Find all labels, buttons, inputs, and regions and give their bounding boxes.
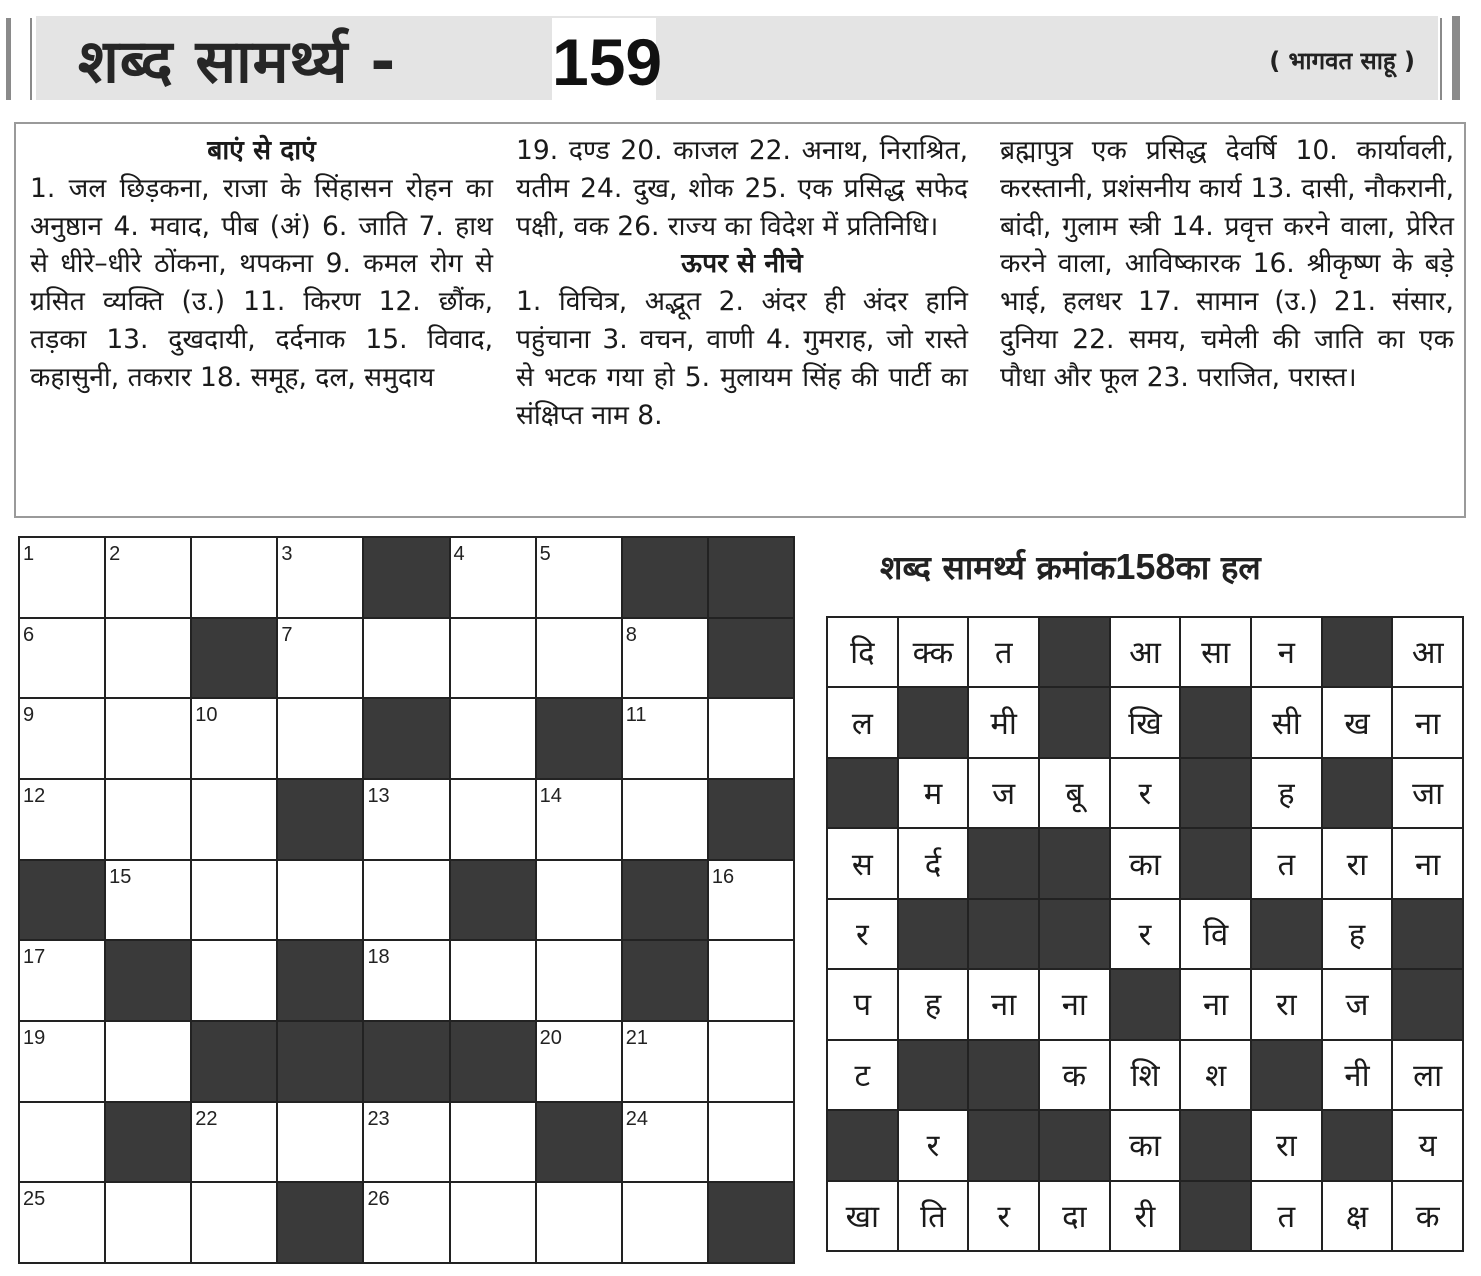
grid-cell[interactable] xyxy=(451,619,535,698)
grid-cell[interactable] xyxy=(106,861,190,940)
grid-cell[interactable] xyxy=(364,1183,448,1262)
solution-cell: ना xyxy=(1393,829,1462,897)
solution-cell-black xyxy=(1181,829,1250,897)
grid-cell[interactable] xyxy=(192,1103,276,1182)
solution-cell: ना xyxy=(1181,970,1250,1038)
across-clues-part-1: 1. जल छिड़कना, राजा के सिंहासन रोहन का अनुष्ठान 4. मवाद, पीब (अं) 6. जाति 7. हाथ से धीरे–धीरे ठोंकना, थपकना 9. कमल रोग से ग्रसित व्यक्ति (उ.) 11. किरण 12. छौंक, तड़का 13. दुखदायी, दर्दनाक 15. विवाद, कहासुनी, तकरार 18. समूह, दल, समुदाय xyxy=(30,172,493,393)
solution-cell: री xyxy=(1111,1182,1180,1250)
clue-number: 14 xyxy=(539,784,562,807)
grid-cell-black xyxy=(192,1022,276,1101)
solution-cell: ना xyxy=(1393,688,1462,756)
solution-cell-black xyxy=(1040,688,1109,756)
solution-cell: ना xyxy=(969,970,1038,1038)
solution-cell-black xyxy=(828,759,897,827)
grid-cell-black xyxy=(278,941,362,1020)
solution-cell: र xyxy=(899,1111,968,1179)
author-credit: ( भागवत साहू ) xyxy=(1269,47,1415,75)
solution-cell: शि xyxy=(1111,1041,1180,1109)
solution-cell: रा xyxy=(1323,829,1392,897)
grid-cell[interactable] xyxy=(623,619,707,698)
grid-cell[interactable] xyxy=(20,1183,104,1262)
grid-cell[interactable] xyxy=(451,780,535,859)
clue-number: 16 xyxy=(711,865,735,888)
solution-cell-black xyxy=(1252,1041,1321,1109)
grid-cell-black xyxy=(278,1022,362,1101)
grid-cell-black xyxy=(451,861,535,940)
clue-number: 3 xyxy=(281,543,293,565)
solution-cell: र्द xyxy=(899,829,968,897)
grid-cell[interactable] xyxy=(537,861,621,940)
solution-cell: त xyxy=(1252,1182,1321,1250)
grid-cell[interactable] xyxy=(537,1022,621,1101)
clue-number: 21 xyxy=(625,1026,649,1049)
grid-cell[interactable] xyxy=(623,1183,707,1262)
header xyxy=(0,0,1481,112)
grid-cell[interactable] xyxy=(623,1103,707,1182)
clues-box xyxy=(14,122,1466,518)
clue-number: 24 xyxy=(625,1107,649,1130)
grid-cell[interactable] xyxy=(364,780,448,859)
grid-cell[interactable] xyxy=(20,780,104,859)
grid-cell[interactable] xyxy=(192,538,276,617)
grid-cell-black xyxy=(709,538,793,617)
solution-cell: नी xyxy=(1323,1041,1392,1109)
grid-cell[interactable] xyxy=(451,538,535,617)
solution-title-prefix: शब्द सामर्थ्य क्रमांक xyxy=(880,548,1116,587)
down-clues-part-1: 1. विचित्र, अद्भूत 2. अंदर ही अंदर हानि पहुंचाना 3. वचन, वाणी 4. गुमराह, जो रास्ते से भटक गया हो 5. मुलायम सिंह की पार्टी का संक्षिप्त नाम 8. xyxy=(516,286,968,431)
solution-cell: का xyxy=(1111,829,1180,897)
grid-cell[interactable] xyxy=(192,861,276,940)
solution-cell: त xyxy=(969,618,1038,686)
solution-cell-black xyxy=(1181,759,1250,827)
clue-number: 19 xyxy=(23,1026,46,1049)
solution-cell-black xyxy=(1323,759,1392,827)
grid-cell[interactable] xyxy=(364,619,448,698)
grid-cell[interactable] xyxy=(623,699,707,778)
grid-cell[interactable] xyxy=(451,1103,535,1182)
clue-number: 1 xyxy=(23,543,35,565)
grid-cell[interactable] xyxy=(364,1103,448,1182)
grid-cell[interactable] xyxy=(537,619,621,698)
solution-cell: स xyxy=(828,829,897,897)
grid-cell[interactable] xyxy=(20,941,104,1020)
solution-cell-black xyxy=(1040,900,1109,968)
grid-cell-black xyxy=(537,1103,621,1182)
clue-number: 18 xyxy=(367,946,390,969)
grid-cell[interactable] xyxy=(537,1183,621,1262)
left-edge-line xyxy=(30,18,32,100)
solution-cell: म xyxy=(899,759,968,827)
solution-cell: दा xyxy=(1040,1182,1109,1250)
grid-cell-black xyxy=(537,699,621,778)
solution-cell-black xyxy=(969,1041,1038,1109)
solution-cell-black xyxy=(969,829,1038,897)
solution-cell: ल xyxy=(828,688,897,756)
grid-cell[interactable] xyxy=(20,619,104,698)
grid-cell[interactable] xyxy=(537,780,621,859)
grid-cell[interactable] xyxy=(192,941,276,1020)
solution-cell-black xyxy=(828,1111,897,1179)
grid-cell[interactable] xyxy=(364,941,448,1020)
solution-cell-black xyxy=(899,1041,968,1109)
grid-cell[interactable] xyxy=(364,861,448,940)
grid-cell[interactable] xyxy=(106,780,190,859)
solution-cell-black xyxy=(1323,1111,1392,1179)
clue-number: 25 xyxy=(23,1188,46,1211)
clue-number: 13 xyxy=(367,784,390,807)
grid-cell[interactable] xyxy=(278,619,362,698)
clue-number: 26 xyxy=(367,1188,390,1211)
solution-cell: खि xyxy=(1111,688,1180,756)
grid-cell[interactable] xyxy=(20,1022,104,1101)
solution-cell: दि xyxy=(828,618,897,686)
grid-cell[interactable] xyxy=(709,941,793,1020)
clue-number: 6 xyxy=(23,623,35,646)
grid-cell[interactable] xyxy=(623,780,707,859)
grid-cell-black xyxy=(278,1183,362,1262)
solution-cell: र xyxy=(1111,900,1180,968)
grid-cell[interactable] xyxy=(20,1103,104,1182)
solution-grid xyxy=(826,616,1464,1252)
grid-cell[interactable] xyxy=(106,1183,190,1262)
solution-cell-black xyxy=(1181,1111,1250,1179)
grid-cell[interactable] xyxy=(278,538,362,617)
grid-cell[interactable] xyxy=(278,1103,362,1182)
clue-number: 9 xyxy=(23,704,35,727)
grid-cell-black xyxy=(364,538,448,617)
solution-cell: खा xyxy=(828,1182,897,1250)
grid-cell[interactable] xyxy=(709,1103,793,1182)
solution-cell: न xyxy=(1252,618,1321,686)
solution-cell-black xyxy=(1040,618,1109,686)
solution-cell: का xyxy=(1111,1111,1180,1179)
grid-cell[interactable] xyxy=(451,941,535,1020)
clues-column-2 xyxy=(516,132,968,434)
solution-cell-black xyxy=(1181,1182,1250,1250)
clues-column-3 xyxy=(1000,132,1454,397)
grid-cell-black xyxy=(623,538,707,617)
solution-cell: क xyxy=(1040,1041,1109,1109)
grid-cell[interactable] xyxy=(106,1022,190,1101)
solution-cell-black xyxy=(1393,970,1462,1038)
solution-cell: सी xyxy=(1252,688,1321,756)
solution-cell-black xyxy=(1393,900,1462,968)
solution-cell: प xyxy=(828,970,897,1038)
clue-number: 12 xyxy=(23,784,46,807)
crossword-grid xyxy=(18,536,795,1264)
grid-cell[interactable] xyxy=(451,699,535,778)
grid-cell[interactable] xyxy=(278,699,362,778)
solution-cell-black xyxy=(899,900,968,968)
solution-cell: ह xyxy=(1323,900,1392,968)
grid-cell[interactable] xyxy=(106,538,190,617)
grid-cell[interactable] xyxy=(106,619,190,698)
grid-cell[interactable] xyxy=(537,538,621,617)
clue-number: 20 xyxy=(539,1026,562,1049)
grid-cell[interactable] xyxy=(709,1022,793,1101)
solution-cell: सा xyxy=(1181,618,1250,686)
grid-cell-black xyxy=(106,1103,190,1182)
solution-cell: ति xyxy=(899,1182,968,1250)
solution-cell: रा xyxy=(1252,970,1321,1038)
clue-number: 23 xyxy=(367,1107,390,1130)
solution-cell-black xyxy=(1040,829,1109,897)
grid-cell-black xyxy=(278,780,362,859)
solution-cell-black xyxy=(969,900,1038,968)
down-clues-part-2: ब्रह्मापुत्र एक प्रसिद्ध देवर्षि 10. कार्यावली, करस्तानी, प्रशंसनीय कार्य 13. दासी, नौकरानी, बांदी, गुलाम स्त्री 14. प्रवृत्त करने वाला, प्रेरित करने वाला, आविष्कारक 16. श्रीकृष्ण के बड़े भाई, हलधर 17. सामान (उ.) 21. संसार, दुनिया 22. समय, चमेली की जाति का एक पौधा और फूल 23. पराजित, परास्त। xyxy=(1000,135,1454,393)
grid-cell-black xyxy=(709,1183,793,1262)
solution-cell-black xyxy=(1040,1111,1109,1179)
grid-cell[interactable] xyxy=(192,1183,276,1262)
right-edge-bar xyxy=(1452,16,1460,100)
puzzle-number: 159 xyxy=(552,18,656,106)
solution-cell: क्क xyxy=(899,618,968,686)
solution-cell: आ xyxy=(1111,618,1180,686)
grid-cell[interactable] xyxy=(20,538,104,617)
solution-cell-black xyxy=(1181,688,1250,756)
solution-title xyxy=(880,544,1400,589)
grid-cell-black xyxy=(451,1022,535,1101)
solution-cell-black xyxy=(899,688,968,756)
solution-cell: क्ष xyxy=(1323,1182,1392,1250)
solution-title-suffix: का हल xyxy=(1175,548,1261,587)
solution-cell: आ xyxy=(1393,618,1462,686)
clue-number: 8 xyxy=(625,623,637,646)
solution-cell: क xyxy=(1393,1182,1462,1250)
solution-cell: र xyxy=(828,900,897,968)
solution-cell: श xyxy=(1181,1041,1250,1109)
clue-number: 10 xyxy=(195,704,218,727)
grid-cell[interactable] xyxy=(192,780,276,859)
clue-number: 15 xyxy=(109,865,132,888)
solution-cell-black xyxy=(1111,970,1180,1038)
solution-cell: र xyxy=(969,1182,1038,1250)
grid-cell[interactable] xyxy=(623,1022,707,1101)
solution-cell: ना xyxy=(1040,970,1109,1038)
down-heading: ऊपर से नीचे xyxy=(681,248,803,280)
grid-cell-black xyxy=(709,619,793,698)
solution-cell-black xyxy=(969,1111,1038,1179)
solution-cell: जा xyxy=(1393,759,1462,827)
right-edge-line xyxy=(1440,18,1442,100)
solution-cell: त xyxy=(1252,829,1321,897)
grid-cell-black xyxy=(106,941,190,1020)
grid-cell-black xyxy=(623,941,707,1020)
solution-cell: ज xyxy=(969,759,1038,827)
across-heading: बाएं से दाएं xyxy=(207,135,316,166)
solution-cell: बू xyxy=(1040,759,1109,827)
solution-cell: य xyxy=(1393,1111,1462,1179)
grid-cell[interactable] xyxy=(709,699,793,778)
solution-puzzle-number: 158 xyxy=(1115,546,1176,587)
solution-cell: मी xyxy=(969,688,1038,756)
clues-column-1 xyxy=(30,132,493,397)
solution-cell: ह xyxy=(899,970,968,1038)
clue-number: 22 xyxy=(195,1107,218,1130)
grid-cell-black xyxy=(623,861,707,940)
solution-cell-black xyxy=(1252,900,1321,968)
grid-cell-black xyxy=(709,780,793,859)
grid-cell[interactable] xyxy=(451,1183,535,1262)
grid-cell-black xyxy=(364,699,448,778)
left-edge-bar xyxy=(6,18,11,100)
clue-number: 7 xyxy=(281,623,293,646)
grid-cell[interactable] xyxy=(192,699,276,778)
clue-number: 11 xyxy=(625,704,647,727)
across-clues-part-2: 19. दण्ड 20. काजल 22. अनाथ, निराश्रित, यतीम 24. दुख, शोक 25. एक प्रसिद्ध सफेद पक्षी, वक 26. राज्य का विदेश में प्रतिनिधि। xyxy=(516,135,968,242)
clue-number: 17 xyxy=(23,946,46,969)
clue-number: 2 xyxy=(109,543,121,565)
page-title: शब्द सामर्थ्य - xyxy=(78,27,397,97)
solution-cell: रा xyxy=(1252,1111,1321,1179)
grid-cell[interactable] xyxy=(537,941,621,1020)
grid-cell-black xyxy=(364,1022,448,1101)
solution-cell: ज xyxy=(1323,970,1392,1038)
solution-cell: ख xyxy=(1323,688,1392,756)
grid-cell[interactable] xyxy=(278,861,362,940)
grid-cell[interactable] xyxy=(106,699,190,778)
clue-number: 4 xyxy=(453,543,465,565)
solution-cell: ला xyxy=(1393,1041,1462,1109)
clue-number: 5 xyxy=(539,543,551,565)
solution-cell: र xyxy=(1111,759,1180,827)
solution-cell: ह xyxy=(1252,759,1321,827)
solution-cell-black xyxy=(1323,618,1392,686)
grid-cell-black xyxy=(20,861,104,940)
grid-cell[interactable] xyxy=(20,699,104,778)
grid-cell[interactable] xyxy=(709,861,793,940)
solution-cell: वि xyxy=(1181,900,1250,968)
grid-cell-black xyxy=(192,619,276,698)
solution-cell: ट xyxy=(828,1041,897,1109)
